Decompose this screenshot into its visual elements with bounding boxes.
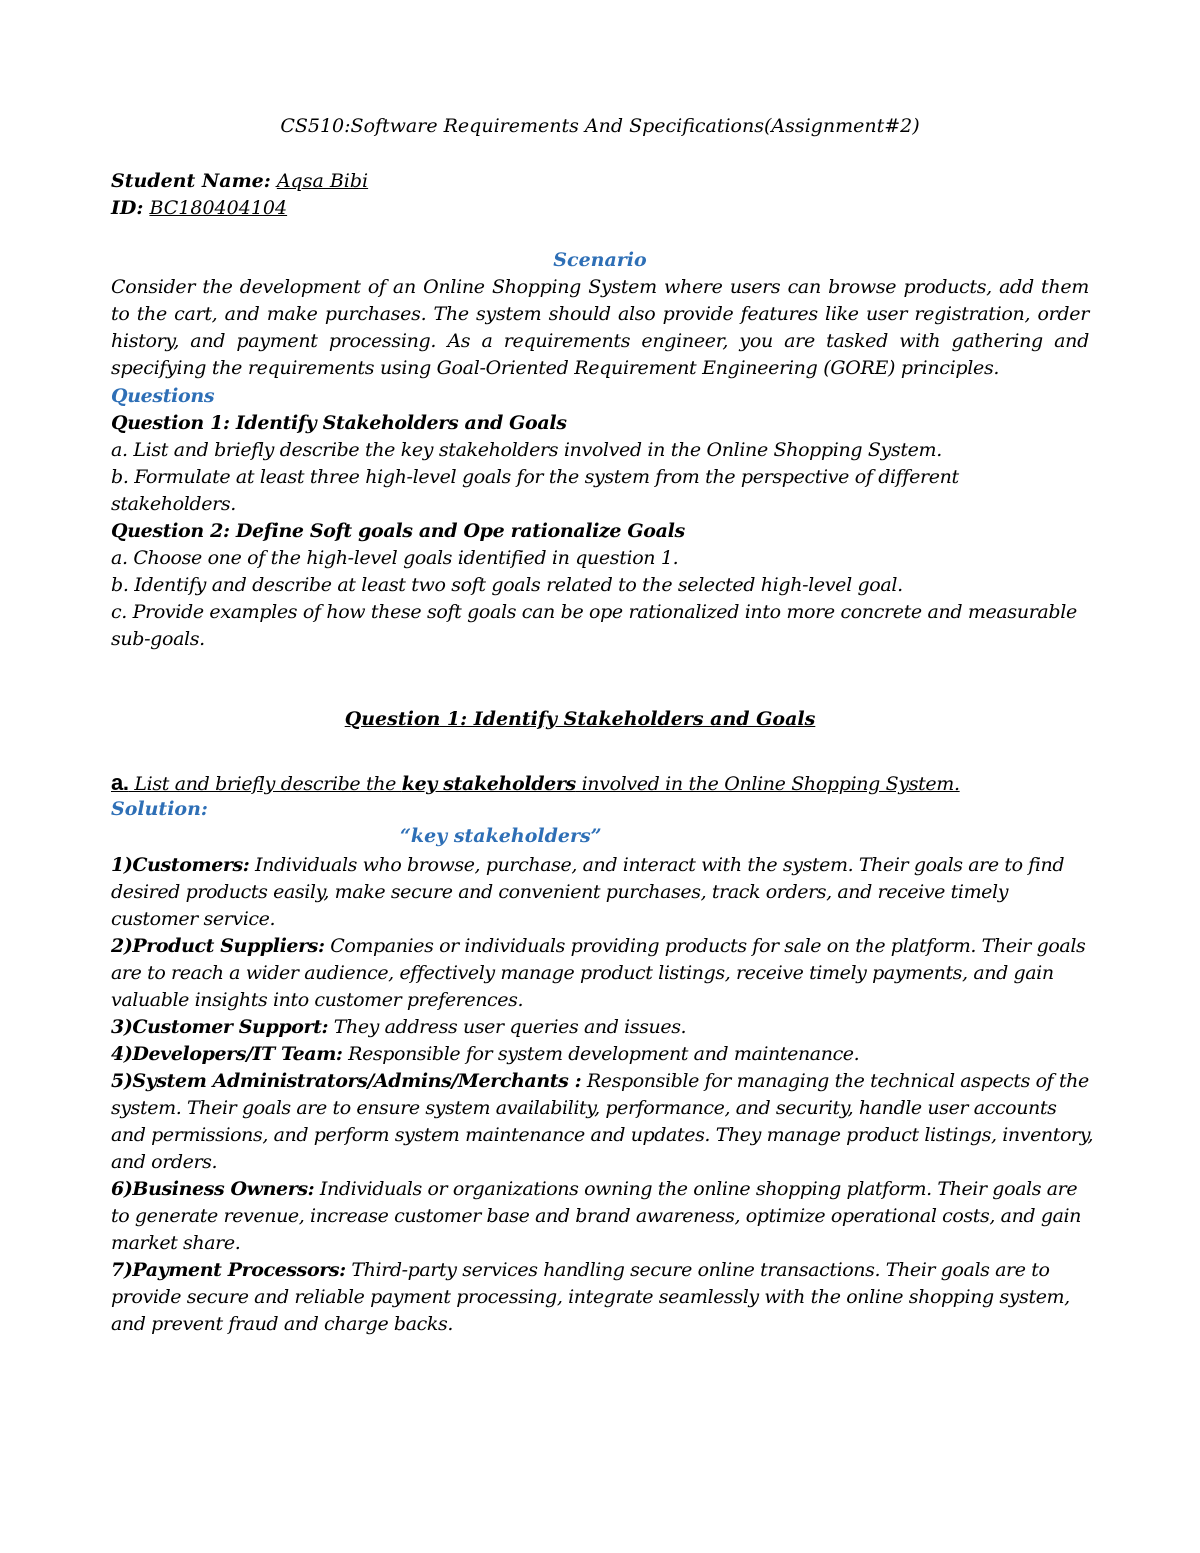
answer-part-text-2: involved in the Online Shopping System. — [575, 773, 960, 795]
stakeholder-label: 4)Developers/IT Team: — [111, 1043, 343, 1065]
stakeholder-label: 3)Customer Support: — [111, 1016, 329, 1038]
stakeholder-text: Responsible for system development and maintenance. — [342, 1043, 860, 1065]
stakeholder-text: Individuals who browse, purchase, and interact with the system. Their goals are to find desired products easily, make secure and convenient purchases, track orders, and receive timely customer service. — [111, 854, 1065, 930]
list-item — [111, 1257, 1096, 1338]
list-item — [111, 1014, 1096, 1041]
stakeholder-text: Companies or individuals providing products for sale on the platform. Their goals are to reach a wider audience, effectively manage product listings, receive timely payments, and gain valuable insights into customer preferences. — [111, 935, 1086, 1011]
question-1-part-b: b. Formulate at least three high-level goals for the system from the perspective of different stakeholders. — [111, 466, 959, 515]
answer-part-text-1: List and briefly describe the — [128, 773, 402, 795]
stakeholders-list — [111, 852, 1096, 1338]
stakeholder-text: Third-party services handling secure online transactions. Their goals are to provide secure and reliable payment processing, integrate seamlessly with the online shopping system, and prevent fraud and charge backs. — [111, 1259, 1070, 1335]
student-id: BC180404104 — [149, 197, 288, 219]
stakeholder-label: 2)Product Suppliers: — [111, 935, 325, 957]
list-item — [111, 933, 1096, 1014]
answer-part-a-prompt — [111, 770, 1101, 796]
answer-part-letter: a. — [111, 770, 129, 795]
question-2-part-a: a. Choose one of the high-level goals identified in question 1. — [111, 547, 679, 569]
stakeholder-label: 7)Payment Processors: — [111, 1259, 346, 1281]
stakeholder-label: 5)System Administrators/Admins/Merchants : — [111, 1070, 582, 1092]
stakeholder-label: 6)Business Owners: — [111, 1178, 315, 1200]
stakeholder-text: Responsible for managing the technical aspects of the system. Their goals are to ensure system availability, performance, and security, handle user accounts and permissions, and perform system maintenance and updates. They manage product listings, inventory, and orders. — [111, 1070, 1094, 1173]
student-name-label: Student Name: — [111, 170, 271, 192]
list-item — [111, 1041, 1096, 1068]
document-title: CS510:Software Requirements And Specifications(Assignment#2) — [280, 115, 920, 137]
list-item — [111, 1176, 1096, 1257]
answer-section-title: Question 1: Identify Stakeholders and Goals — [344, 708, 816, 730]
question-1-part-a: a. List and briefly describe the key stakeholders involved in the Online Shopping System. — [111, 439, 942, 461]
stakeholder-text: They address user queries and issues. — [328, 1016, 687, 1038]
list-item — [111, 1068, 1096, 1176]
answer-part-text-bold: key stakeholders — [401, 773, 576, 795]
question-2-title: Question 2: Define Soft goals and Ope rationalize Goals — [111, 520, 685, 542]
student-id-label: ID: — [111, 197, 144, 219]
question-2-part-b: b. Identify and describe at least two soft goals related to the selected high-level goal. — [111, 574, 903, 596]
scenario-text: Consider the development of an Online Shopping System where users can browse products, add them to the cart, and make purchases. The system should also provide features like user registration, order history, and payment processing. As a requirements engineer, you are tasked with gathering and specifying the requirements using Goal-Oriented Requirement Engineering (GORE) principles. — [111, 276, 1089, 379]
stakeholder-text: Individuals or organizations owning the online shopping platform. Their goals are to generate revenue, increase customer base and brand awareness, optimize operational costs, and gain market share. — [111, 1178, 1082, 1254]
question-2-part-c: c. Provide examples of how these soft goals can be ope rationalized into more concrete and measurable sub-goals. — [111, 601, 1077, 650]
question-1-title: Question 1: Identify Stakeholders and Goals — [111, 412, 567, 434]
key-stakeholders-heading: “key stakeholders” — [400, 825, 602, 847]
list-item — [111, 852, 1096, 933]
student-name: Aqsa Bibi — [276, 170, 369, 192]
student-id-line — [111, 195, 368, 222]
student-name-line — [111, 168, 368, 195]
stakeholder-label: 1)Customers: — [111, 854, 250, 876]
scenario-heading: Scenario — [553, 249, 647, 271]
student-info — [111, 168, 368, 222]
questions-section — [111, 383, 1101, 653]
questions-heading: Questions — [111, 385, 215, 407]
solution-label: Solution: — [111, 798, 208, 820]
